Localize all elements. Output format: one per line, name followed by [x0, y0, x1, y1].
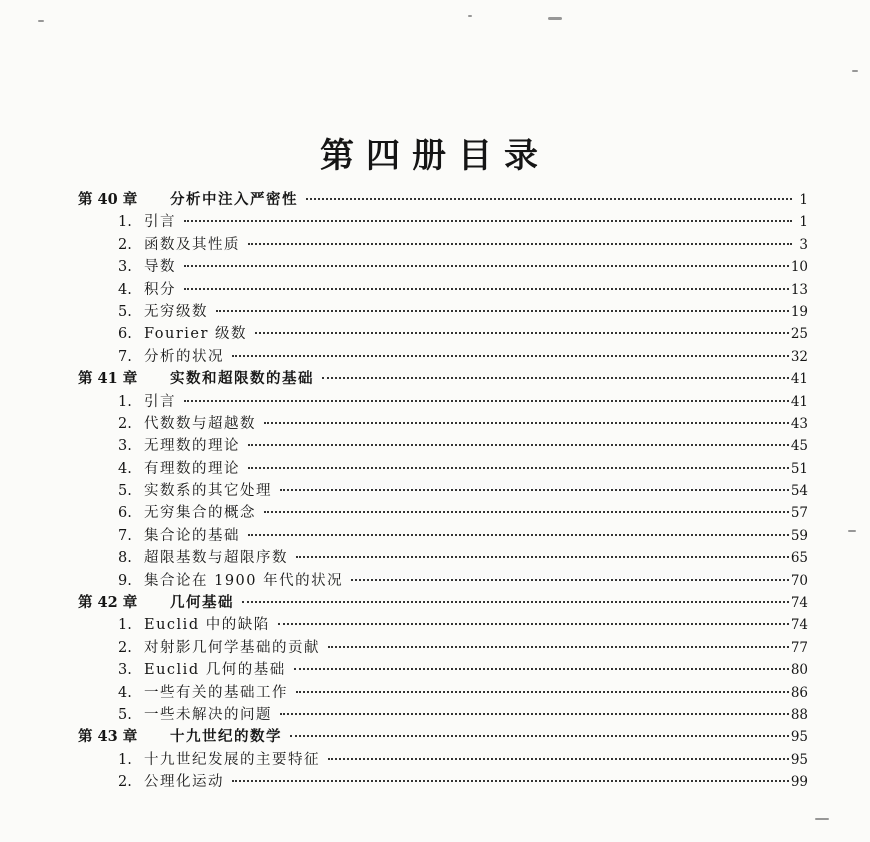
dot-leader — [264, 422, 789, 424]
page-number: 88 — [790, 706, 808, 723]
dot-leader — [255, 332, 789, 334]
page-number: 45 — [790, 438, 808, 455]
toc-section-row — [78, 682, 808, 704]
toc-section-row — [78, 323, 808, 345]
page-number: 1 — [799, 214, 808, 231]
page-number: 77 — [790, 639, 808, 656]
section-title: 十九世纪发展的主要特征 — [144, 751, 320, 768]
section-title: 一些未解决的问题 — [144, 706, 272, 723]
toc-section-row — [78, 458, 808, 480]
toc-section-row — [78, 256, 808, 278]
toc-chapter-row — [78, 189, 808, 211]
toc-section-row — [78, 502, 808, 524]
dot-leader — [280, 713, 789, 715]
dot-leader — [248, 467, 789, 469]
section-number: 8. — [118, 550, 132, 567]
page-number: 65 — [790, 550, 808, 567]
section-number: 4. — [118, 281, 132, 298]
section-number: 2. — [118, 236, 132, 253]
dot-leader — [290, 735, 789, 737]
section-title: 实数系的其它处理 — [144, 483, 272, 500]
dot-leader — [248, 534, 789, 536]
chapter-title: 几何基础 — [170, 594, 234, 612]
dot-leader — [278, 623, 789, 625]
table-of-contents — [78, 189, 808, 794]
page-number: 13 — [790, 281, 808, 298]
dot-leader — [296, 556, 789, 558]
section-title: 超限基数与超限序数 — [144, 550, 288, 567]
dot-leader — [242, 601, 789, 603]
page-number: 3 — [799, 236, 808, 253]
section-number: 6. — [118, 326, 132, 343]
toc-section-row — [78, 279, 808, 301]
toc-section-row — [78, 771, 808, 793]
section-title: 集合论在 1900 年代的状况 — [144, 572, 344, 589]
chapter-number: 第 43 章 — [78, 728, 138, 746]
toc-chapter-row — [78, 368, 808, 390]
toc-section-row — [78, 211, 808, 233]
toc-section-row — [78, 749, 808, 771]
page-number: 43 — [790, 415, 808, 432]
dot-leader — [184, 220, 792, 222]
dot-leader — [328, 758, 789, 760]
page-number: 10 — [790, 259, 808, 276]
toc-section-row — [78, 637, 808, 659]
dot-leader — [184, 288, 789, 290]
page-number: 70 — [790, 572, 808, 589]
toc-chapter-row — [78, 592, 808, 614]
scan-speck — [468, 15, 472, 17]
dot-leader — [184, 265, 789, 267]
toc-section-row — [78, 391, 808, 413]
page-number: 32 — [790, 348, 808, 365]
dot-leader — [248, 243, 792, 245]
dot-leader — [296, 691, 789, 693]
section-title: 无穷级数 — [144, 303, 208, 320]
chapter-number: 第 41 章 — [78, 370, 138, 388]
page-number: 25 — [790, 326, 808, 343]
toc-section-row — [78, 435, 808, 457]
dot-leader — [294, 668, 789, 670]
section-number: 1. — [118, 214, 132, 231]
dot-leader — [248, 444, 789, 446]
scan-speck — [852, 70, 858, 72]
scan-speck — [38, 20, 44, 22]
toc-section-row — [78, 659, 808, 681]
section-title: 积分 — [144, 281, 176, 298]
dot-leader — [322, 377, 789, 379]
chapter-title: 分析中注入严密性 — [170, 191, 298, 208]
section-number: 3. — [118, 438, 132, 455]
dot-leader — [184, 400, 789, 402]
toc-section-row — [78, 234, 808, 256]
scan-speck — [548, 17, 562, 20]
page-number: 1 — [799, 192, 808, 208]
dot-leader — [306, 198, 792, 200]
toc-chapter-row — [78, 726, 808, 748]
section-title: 对射影几何学基础的贡献 — [144, 639, 320, 656]
section-title: Euclid 几何的基础 — [144, 662, 286, 679]
page-number: 57 — [790, 505, 808, 522]
chapter-number: 第 42 章 — [78, 594, 138, 612]
page-title: 第四册目录 — [320, 136, 550, 176]
section-title: 有理数的理论 — [144, 460, 240, 477]
section-number: 6. — [118, 505, 132, 522]
toc-section-row — [78, 570, 808, 592]
dot-leader — [216, 310, 789, 312]
page-number: 99 — [790, 774, 808, 791]
page-number: 51 — [790, 460, 808, 477]
page-number: 95 — [790, 729, 808, 746]
chapter-title: 实数和超限数的基础 — [170, 370, 314, 388]
section-title: 集合论的基础 — [144, 527, 240, 544]
section-title: 引言 — [144, 393, 176, 410]
section-number: 5. — [118, 483, 132, 500]
chapter-number: 第 40 章 — [78, 191, 138, 208]
toc-section-row — [78, 704, 808, 726]
page-number: 41 — [790, 371, 808, 388]
section-number: 5. — [118, 706, 132, 723]
chapter-title: 十九世纪的数学 — [170, 728, 282, 746]
page-number: 74 — [790, 595, 808, 612]
page-number: 95 — [790, 751, 808, 768]
section-number: 4. — [118, 460, 132, 477]
dot-leader — [328, 646, 789, 648]
section-number: 2. — [118, 415, 132, 432]
page-number: 74 — [790, 617, 808, 634]
section-title: 导数 — [144, 259, 176, 276]
toc-section-row — [78, 413, 808, 435]
section-title: Fourier 级数 — [144, 326, 248, 343]
section-number: 9. — [118, 572, 132, 589]
dot-leader — [232, 780, 789, 782]
section-number: 2. — [118, 639, 132, 656]
scan-speck — [848, 530, 856, 532]
page-number: 41 — [790, 393, 808, 410]
page-number: 54 — [790, 483, 808, 500]
section-number: 7. — [118, 527, 132, 544]
section-title: 代数数与超越数 — [144, 415, 256, 432]
section-number: 3. — [118, 259, 132, 276]
section-number: 5. — [118, 303, 132, 320]
section-title: 引言 — [144, 214, 176, 231]
section-title: Euclid 中的缺陷 — [144, 617, 270, 634]
dot-leader — [351, 579, 789, 581]
section-number: 1. — [118, 751, 132, 768]
section-title: 无理数的理论 — [144, 438, 240, 455]
toc-section-row — [78, 525, 808, 547]
section-number: 1. — [118, 393, 132, 410]
page-number: 86 — [790, 684, 808, 701]
page-number: 59 — [790, 527, 808, 544]
toc-section-row — [78, 614, 808, 636]
section-title: 分析的状况 — [144, 348, 224, 365]
section-title: 无穷集合的概念 — [144, 505, 256, 522]
dot-leader — [280, 489, 789, 491]
toc-section-row — [78, 301, 808, 323]
section-number: 2. — [118, 774, 132, 791]
section-title: 公理化运动 — [144, 774, 224, 791]
page-number: 80 — [790, 662, 808, 679]
section-title: 函数及其性质 — [144, 236, 240, 253]
dot-leader — [232, 355, 789, 357]
section-number: 7. — [118, 348, 132, 365]
section-number: 1. — [118, 617, 132, 634]
dot-leader — [264, 511, 789, 513]
scan-speck — [815, 818, 829, 820]
section-title: 一些有关的基础工作 — [144, 684, 288, 701]
toc-section-row — [78, 480, 808, 502]
page-number: 19 — [790, 303, 808, 320]
section-number: 3. — [118, 662, 132, 679]
toc-section-row — [78, 547, 808, 569]
section-number: 4. — [118, 684, 132, 701]
toc-section-row — [78, 346, 808, 368]
